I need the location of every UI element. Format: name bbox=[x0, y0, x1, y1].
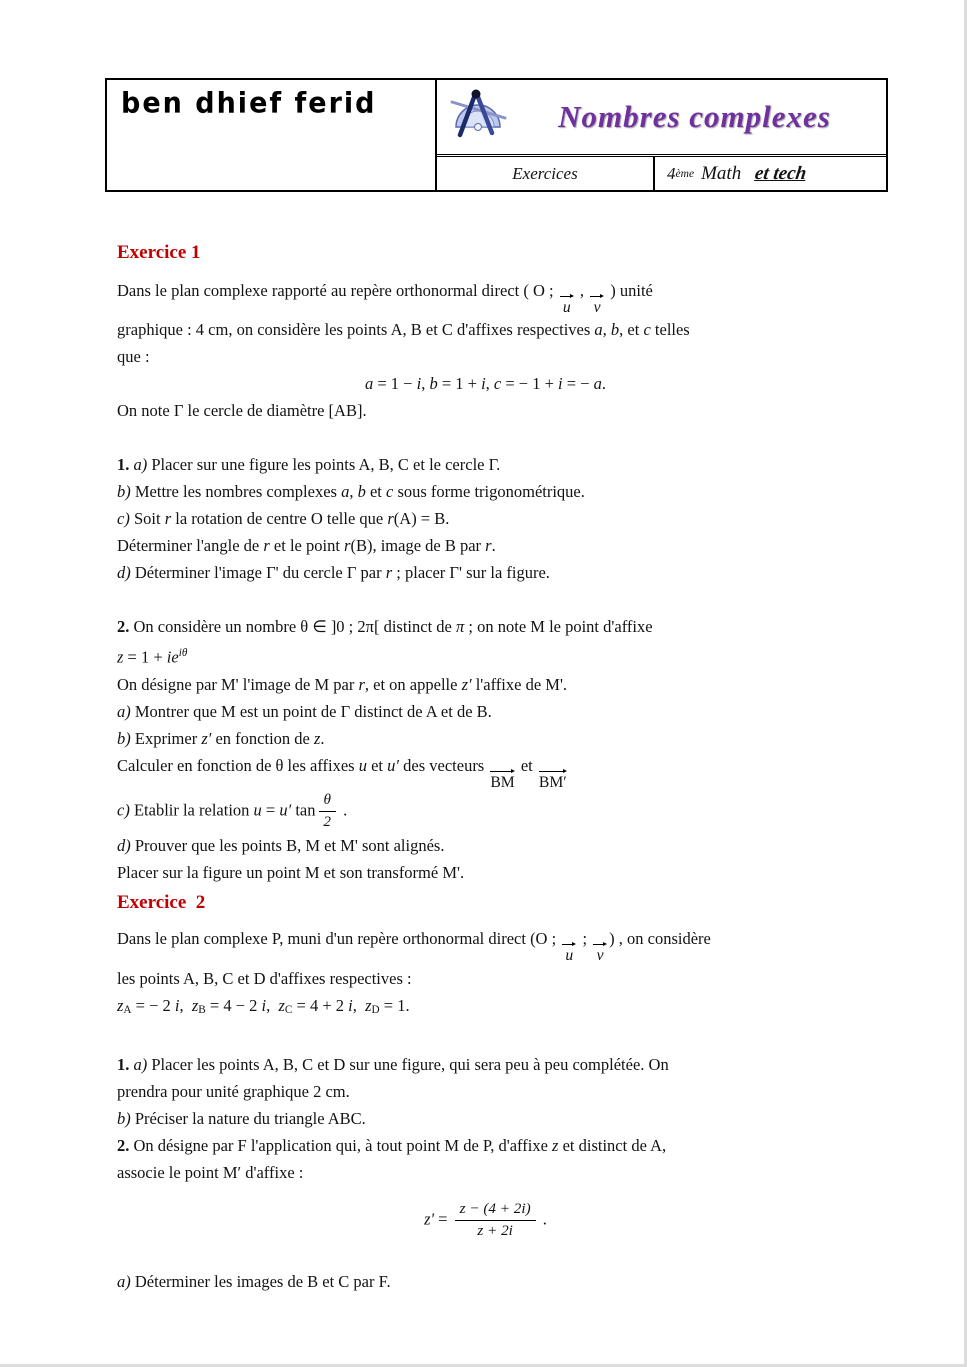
paragraph-line: prendra pour unité graphique 2 cm. bbox=[117, 1081, 350, 1101]
document-body bbox=[117, 240, 854, 1295]
vector-notation: v bbox=[590, 293, 604, 316]
exercise-1-title: Exercice 1 bbox=[117, 242, 201, 263]
paragraph-line: graphique : 4 cm, on considère les points A, B et C d'affixes respectives a, b, et c telles bbox=[117, 320, 690, 340]
question-line: 2. On considère un nombre θ ∈ ]0 ; 2π[ distinct de π ; on note M le point d'affixe bbox=[117, 617, 653, 637]
level-suffix: ème bbox=[675, 167, 695, 180]
paragraph-line: Calculer en fonction de θ les affixes u et u′ des vecteurs BM et BM′ bbox=[117, 755, 567, 791]
question-line: b) Mettre les nombres complexes a, b et c sous forme trigonométrique. bbox=[117, 482, 585, 502]
doc-type-label: Exercices bbox=[437, 157, 655, 190]
document-title: Nombres complexes bbox=[558, 99, 831, 134]
paragraph-line: les points A, B, C et D d'affixes respectives : bbox=[117, 968, 412, 988]
header-sub-row bbox=[437, 154, 886, 190]
vector-arrow-icon bbox=[560, 293, 574, 300]
vector-arrow-icon bbox=[562, 941, 576, 948]
author-name: ben dhief ferid bbox=[121, 87, 377, 120]
exercise-2-title: Exercice 2 bbox=[117, 892, 206, 914]
fraction: $\frac{\theta}{2}$ bbox=[319, 791, 336, 832]
formula-line: a = 1 − i, b = 1 + i, c = − 1 + i = − a. bbox=[364, 374, 607, 394]
header bbox=[105, 78, 888, 192]
paragraph-line: Dans le plan complexe P, muni d'un repère orthonormal direct (O ; u ; v ) , on considère bbox=[117, 929, 711, 965]
author-box bbox=[105, 78, 437, 192]
class-level bbox=[655, 157, 886, 190]
vector-arrow-icon bbox=[490, 768, 514, 775]
fraction: $\frac{z - (4 + 2i)}{z + 2i}$ bbox=[455, 1200, 536, 1241]
formula-line: z' = $\frac{z - (4 + 2i)}{z + 2i}$ . bbox=[424, 1199, 547, 1239]
vector-arrow-icon bbox=[593, 941, 607, 948]
title-row bbox=[437, 80, 886, 154]
title-box bbox=[435, 78, 888, 192]
question-line: 1. a) Placer sur une figure les points A, B, C et le cercle Γ. bbox=[117, 455, 501, 475]
compass-protractor-logo bbox=[443, 86, 513, 148]
paragraph-line: Dans le plan complexe rapporté au repère orthonormal direct ( O ; u , v ) unité bbox=[117, 281, 653, 316]
question-line: 1. a) Placer les points A, B, C et D sur une figure, qui sera peu à peu complétée. On bbox=[117, 1054, 669, 1074]
paragraph-line: Placer sur la figure un point M et son transformé M'. bbox=[117, 863, 465, 883]
vector-notation: BM′ bbox=[539, 768, 567, 791]
vector-notation: u bbox=[562, 941, 576, 964]
vector-notation: v bbox=[593, 941, 607, 964]
question-line: b) Préciser la nature du triangle ABC. bbox=[117, 1108, 366, 1128]
question-line: 2. On désigne par F l'application qui, à tout point M de P, d'affixe z et distinct de A, bbox=[117, 1135, 667, 1155]
question-line: c) Etablir la relation u = u′ tan $\frac{\theta}{2}$ . bbox=[117, 791, 348, 831]
subject-extra-label: et tech bbox=[753, 162, 808, 184]
paragraph-line: que : bbox=[117, 347, 150, 367]
question-line: c) Soit r la rotation de centre O telle que r(A) = B. bbox=[117, 509, 450, 529]
question-line: a) Déterminer les images de B et C par F. bbox=[117, 1271, 391, 1291]
paragraph-line: On note Γ le cercle de diamètre [AB]. bbox=[117, 401, 367, 421]
vector-notation: BM bbox=[490, 768, 514, 791]
formula-line: $z = 1 + ie^{i\theta}$ bbox=[117, 647, 188, 667]
question-line: d) Prouver que les points B, M et M' sont alignés. bbox=[117, 836, 445, 856]
paragraph-line: On désigne par M' l'image de M par r, et on appelle z′ l'affixe de M'. bbox=[117, 674, 568, 694]
level-number: 4 bbox=[667, 163, 676, 183]
question-line: a) Montrer que M est un point de Γ distinct de A et de B. bbox=[117, 701, 492, 721]
question-line: d) Déterminer l'image Γ' du cercle Γ par r ; placer Γ' sur la figure. bbox=[117, 563, 550, 583]
question-line: b) Exprimer z′ en fonction de z. bbox=[117, 728, 325, 748]
vector-arrow-icon bbox=[590, 293, 604, 300]
vector-arrow-icon bbox=[539, 768, 567, 775]
question-line: Déterminer l'angle de r et le point r(B), image de B par r. bbox=[117, 536, 496, 556]
subject-label: Math bbox=[701, 162, 742, 184]
formula-line: zA = − 2 i, zB = 4 − 2 i, zC = 4 + 2 i, zD = 1. bbox=[117, 995, 410, 1016]
vector-notation: u bbox=[560, 293, 574, 316]
paragraph-line: associe le point M′ d'affixe : bbox=[117, 1162, 304, 1182]
